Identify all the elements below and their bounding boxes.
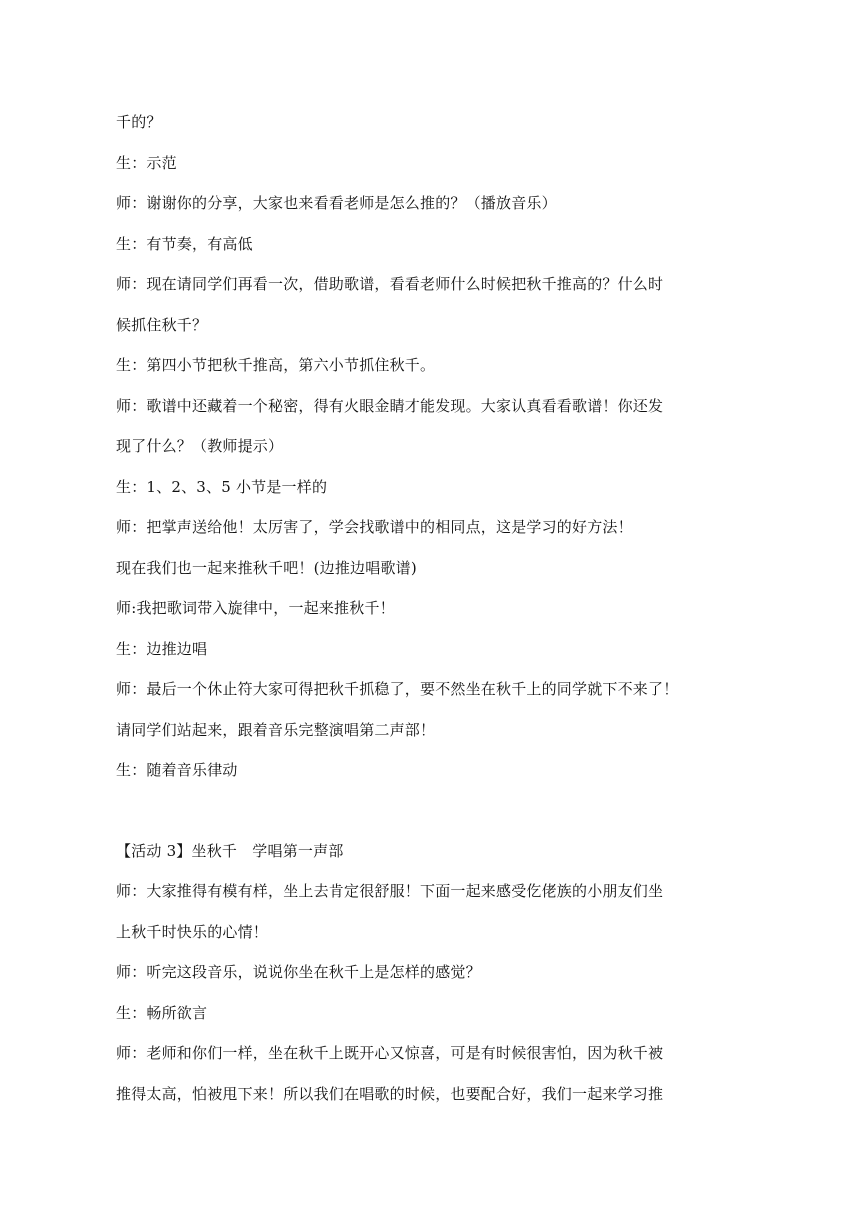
- text-line: 生：边推边唱: [116, 639, 208, 658]
- text-line: 生：示范: [116, 153, 177, 172]
- text-line: 师：歌谱中还藏着一个秘密，得有火眼金睛才能发现。大家认真看看歌谱！你还发: [116, 396, 664, 415]
- text-line: 千的？: [116, 113, 162, 131]
- text-line: 师：听完这段音乐，说说你坐在秋千上是怎样的感觉？: [116, 963, 481, 981]
- text-line: 师：老师和你们一样，坐在秋千上既开心又惊喜，可是有时候很害怕，因为秋千被: [116, 1044, 664, 1062]
- text-line: 推得太高，怕被甩下来！所以我们在唱歌的时候，也要配合好，我们一起来学习推: [116, 1084, 664, 1103]
- paragraph-gap: [116, 801, 756, 841]
- text-line: 现在我们也一起来推秋千吧！(边推边唱歌谱): [116, 558, 417, 577]
- text-line: 现了什么？（教师提示）: [116, 437, 284, 455]
- text-line: 师：最后一个休止符大家可得把秋千抓稳了，要不然坐在秋千上的同学就下不来了！: [116, 680, 679, 698]
- text-line: 生：随着音乐律动: [116, 761, 238, 779]
- activity-heading: 【活动 3】坐秋千 学唱第一声部: [116, 841, 344, 860]
- text-line: 候抓住秋千？: [116, 315, 208, 334]
- text-line: 生：畅所欲言: [116, 1003, 208, 1022]
- text-line: 师：把掌声送给他！太厉害了，学会找歌谱中的相同点，这是学习的好方法！: [116, 518, 633, 536]
- text-line: 生：第四小节把秋千推高，第六小节抓住秋千。: [116, 356, 436, 374]
- text-line: 生：有节奏，有高低: [116, 234, 253, 253]
- text-line: 师:我把歌词带入旋律中，一起来推秋千！: [116, 599, 395, 617]
- text-line: 师：大家推得有模有样，坐上去肯定很舒服！下面一起来感受仡佬族的小朋友们坐: [116, 882, 664, 900]
- text-line: 师：现在请同学们再看一次，借助歌谱，看看老师什么时候把秋千推高的？什么时: [116, 275, 664, 293]
- text-line: 师：谢谢你的分享，大家也来看看老师是怎么推的？（播放音乐）: [116, 194, 557, 212]
- document-body: [116, 112, 756, 1124]
- text-line: 生：1、2、3、5 小节是一样的: [116, 477, 328, 496]
- text-line: 请同学们站起来，跟着音乐完整演唱第二声部！: [116, 720, 436, 739]
- text-line: 上秋千时快乐的心情！: [116, 922, 269, 941]
